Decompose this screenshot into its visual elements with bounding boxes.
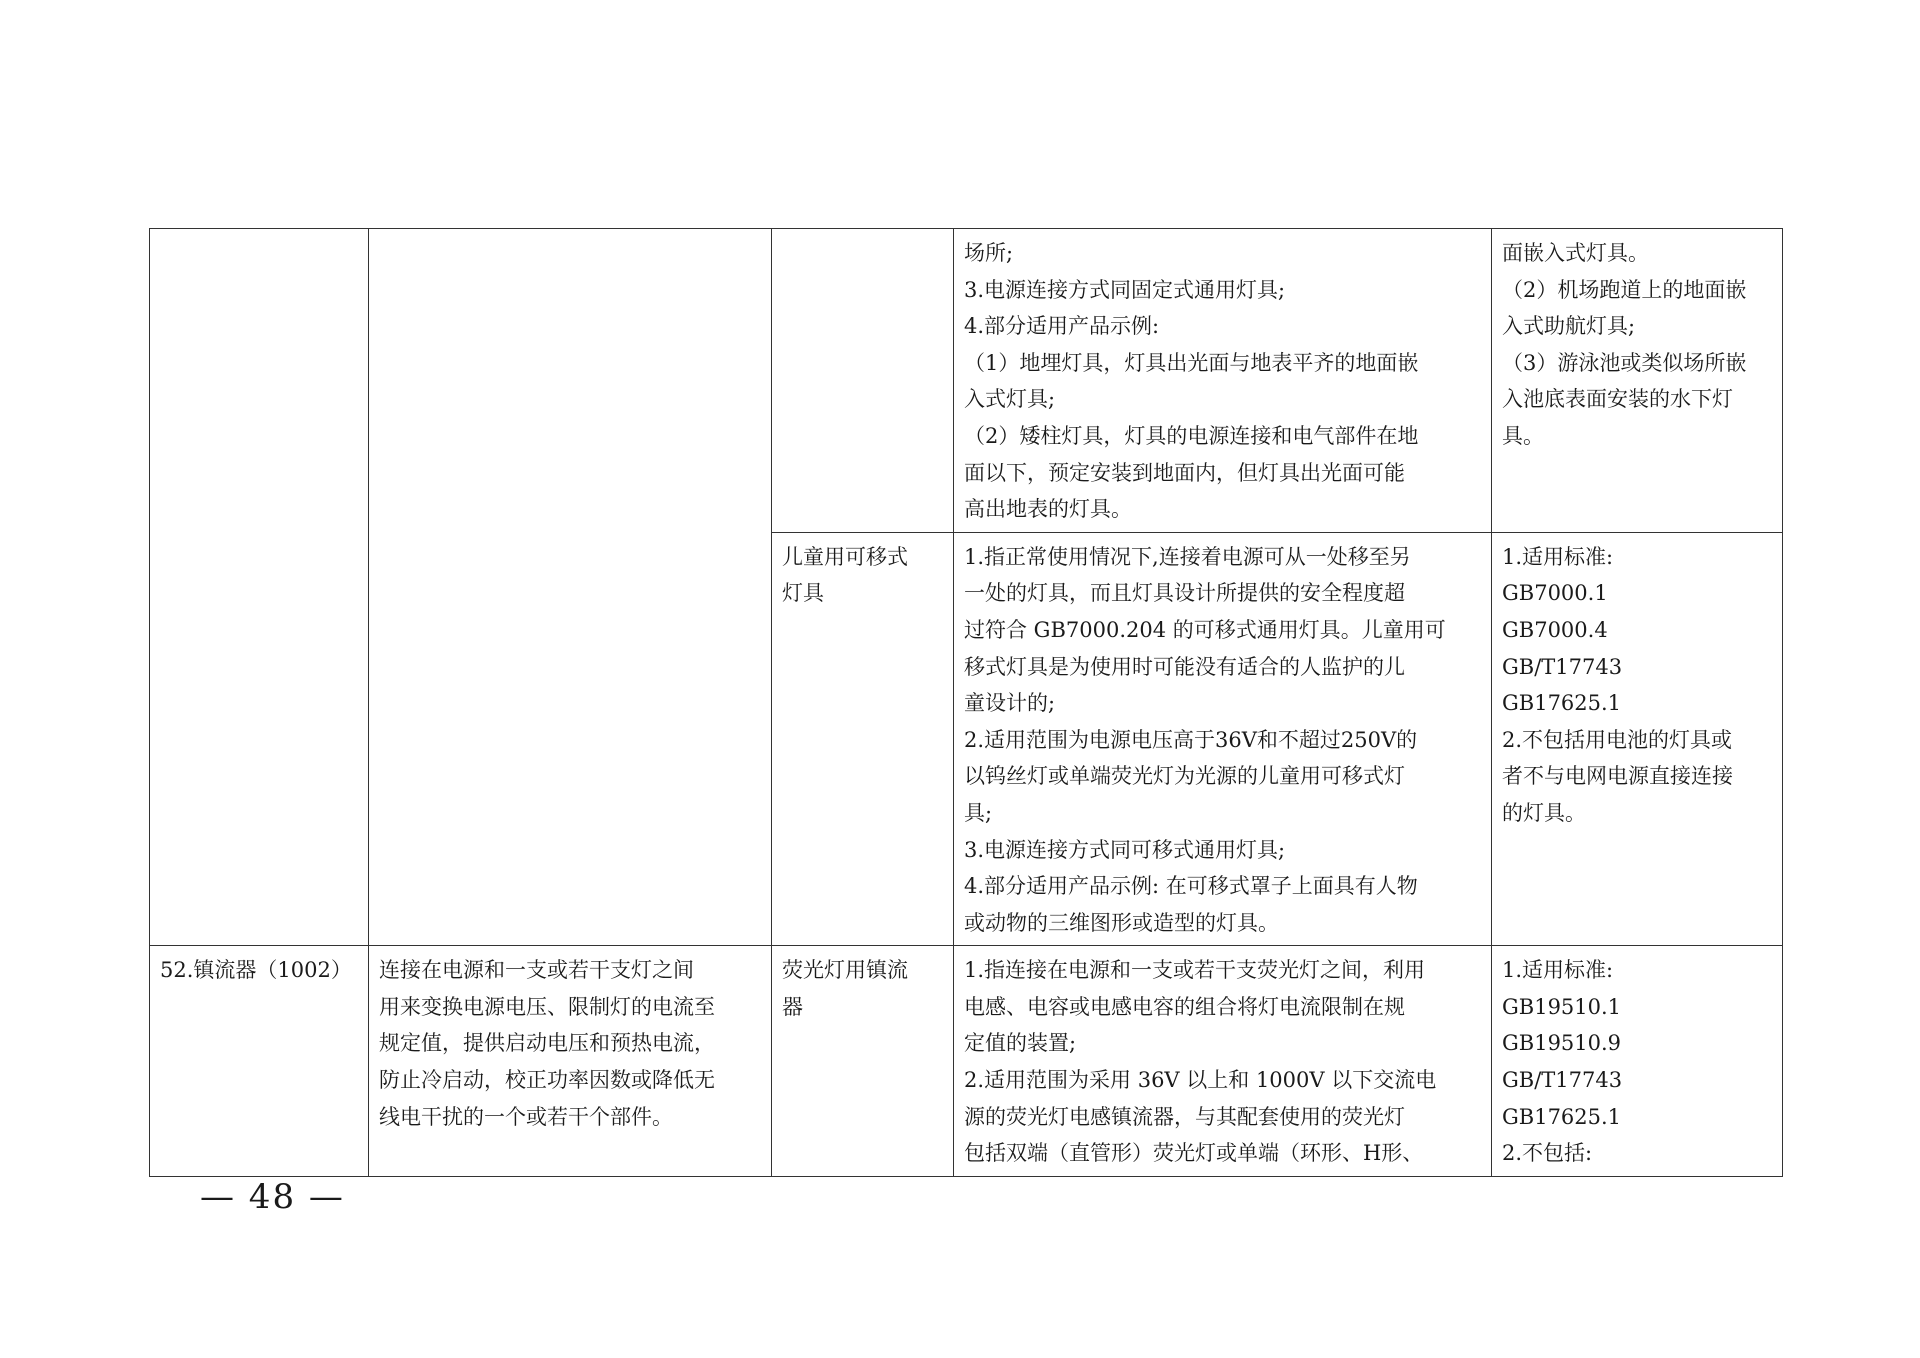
notes-line: GB7000.1 [1502, 581, 1608, 606]
description-line: （2）矮柱灯具，灯具的电源连接和电气部件在地 [964, 423, 1419, 448]
definition-line: 用来变换电源电压、限制灯的电流至 [379, 994, 715, 1019]
description-line: 入式灯具; [964, 387, 1056, 412]
notes-line: 2.不包括: [1502, 1141, 1593, 1166]
notes-line: GB/T17743 [1502, 1068, 1623, 1093]
product-line: 器 [782, 994, 803, 1019]
notes-cell [1492, 946, 1783, 1177]
description-line: 3.电源连接方式同固定式通用灯具; [964, 277, 1286, 302]
description-line: 3.电源连接方式同可移式通用灯具; [964, 837, 1286, 862]
notes-line: GB19510.9 [1502, 1031, 1622, 1056]
definition-line: 防止冷启动，校正功率因数或降低无 [379, 1068, 715, 1093]
notes-cell [1492, 229, 1783, 533]
product-line: 灯具 [782, 581, 824, 606]
notes-line: 者不与电网电源直接连接 [1502, 764, 1733, 789]
description-line: 2.适用范围为电源电压高于36V和不超过250V的 [964, 727, 1418, 752]
description-line: 或动物的三维图形或造型的灯具。 [964, 910, 1279, 935]
notes-line: 的灯具。 [1502, 800, 1586, 825]
description-line: 以钨丝灯或单端荧光灯为光源的儿童用可移式灯 [964, 764, 1405, 789]
category-cell [150, 229, 369, 946]
definition-line: 规定值，提供启动电压和预热电流， [379, 1031, 715, 1056]
description-line: 一处的灯具，而且灯具设计所提供的安全程度超 [964, 581, 1405, 606]
catalog-table [149, 228, 1783, 1177]
description-line: 2.适用范围为采用 36V 以上和 1000V 以下交流电 [964, 1068, 1437, 1093]
category-label: 52.镇流器（1002） [160, 958, 352, 983]
notes-line: GB17625.1 [1502, 1104, 1622, 1129]
notes-line: GB/T17743 [1502, 654, 1623, 679]
product-line: 儿童用可移式 [782, 544, 908, 569]
description-line: 过符合 GB7000.204 的可移式通用灯具。儿童用可 [964, 617, 1446, 642]
notes-line: 入池底表面安装的水下灯 [1502, 387, 1733, 412]
notes-line: （2）机场跑道上的地面嵌 [1502, 277, 1747, 302]
notes-line: 入式助航灯具; [1502, 314, 1636, 339]
notes-line: GB7000.4 [1502, 617, 1608, 642]
notes-line: 1.适用标准: [1502, 958, 1614, 983]
description-cell [954, 532, 1492, 946]
notes-line: （3）游泳池或类似场所嵌 [1502, 350, 1747, 375]
product-cell [772, 532, 954, 946]
description-cell [954, 946, 1492, 1177]
category-cell [150, 946, 369, 1177]
description-line: 面以下，预定安装到地面内，但灯具出光面可能 [964, 460, 1405, 485]
description-line: 包括双端（直管形）荧光灯或单端（环形、H形、 [964, 1141, 1424, 1166]
description-line: 1.指正常使用情况下,连接着电源可从一处移至另 [964, 544, 1411, 569]
table-row [150, 946, 1783, 1177]
description-line: 高出地表的灯具。 [964, 497, 1132, 522]
notes-line: 面嵌入式灯具。 [1502, 241, 1649, 265]
definition-cell [369, 229, 772, 946]
description-line: 移式灯具是为使用时可能没有适合的人监护的儿 [964, 654, 1405, 679]
description-line: 定值的装置; [964, 1031, 1077, 1056]
description-line: 具; [964, 800, 993, 825]
definition-line: 线电干扰的一个或若干个部件。 [379, 1104, 673, 1129]
description-line: （1）地埋灯具，灯具出光面与地表平齐的地面嵌 [964, 350, 1419, 375]
description-line: 4.部分适用产品示例: [964, 314, 1160, 339]
definition-cell [369, 946, 772, 1177]
description-line: 源的荧光灯电感镇流器，与其配套使用的荧光灯 [964, 1104, 1405, 1129]
product-cell [772, 229, 954, 533]
notes-cell [1492, 532, 1783, 946]
definition-line: 连接在电源和一支或若干支灯之间 [379, 958, 694, 983]
description-line: 童设计的; [964, 691, 1056, 716]
product-line: 荧光灯用镇流 [782, 958, 908, 983]
table-row [150, 229, 1783, 533]
notes-line: 2.不包括用电池的灯具或 [1502, 727, 1733, 752]
notes-line: GB19510.1 [1502, 994, 1622, 1019]
description-line: 1.指连接在电源和一支或若干支荧光灯之间，利用 [964, 958, 1426, 983]
description-cell [954, 229, 1492, 533]
notes-line: GB17625.1 [1502, 691, 1622, 716]
product-cell [772, 946, 954, 1177]
description-line: 4.部分适用产品示例: 在可移式罩子上面具有人物 [964, 874, 1418, 899]
description-line: 电感、电容或电感电容的组合将灯电流限制在规 [964, 994, 1405, 1019]
description-line: 场所; [964, 241, 1014, 265]
page-number: — 48 — [200, 1177, 345, 1217]
notes-line: 具。 [1502, 423, 1544, 448]
notes-line: 1.适用标准: [1502, 544, 1614, 569]
